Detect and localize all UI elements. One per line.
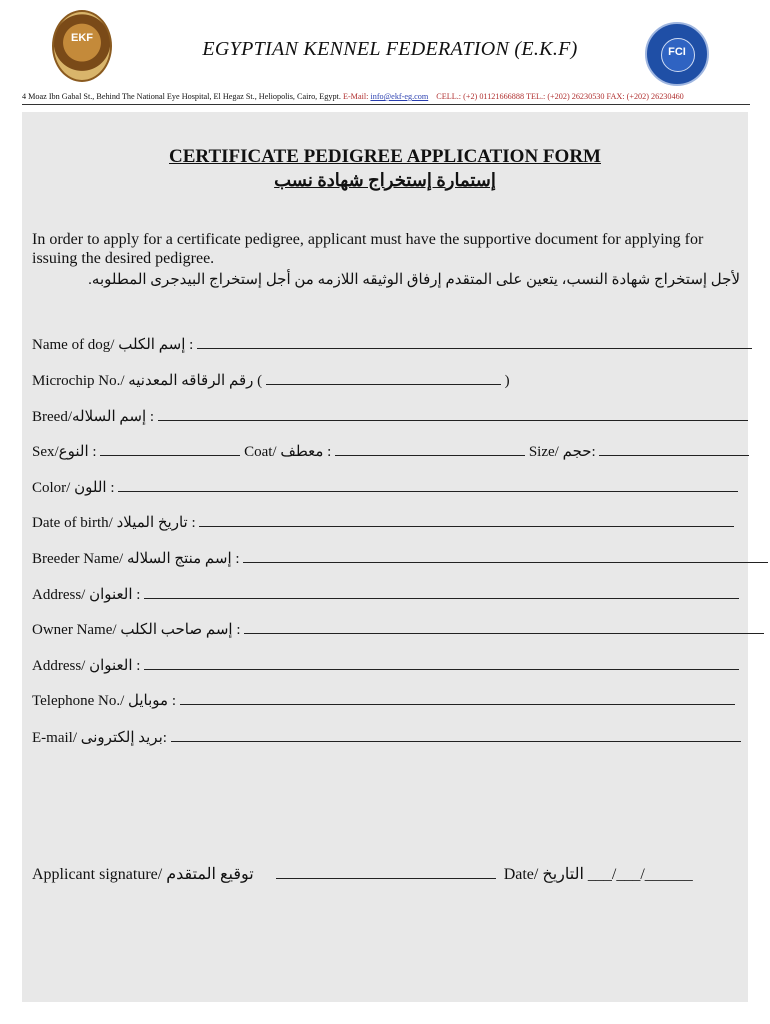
owner-row xyxy=(32,619,764,639)
contact-line xyxy=(22,92,752,101)
ekf-logo xyxy=(52,10,112,82)
signature-row xyxy=(32,864,693,884)
microchip-close: ) xyxy=(504,373,510,389)
signature-field[interactable] xyxy=(276,864,496,879)
organization-title: EGYPTIAN KENNEL FEDERATION (E.K.F) xyxy=(202,38,578,60)
dog-name-field[interactable] xyxy=(197,334,752,349)
telephone-row xyxy=(32,690,735,710)
owner-field[interactable] xyxy=(244,619,764,634)
color-label: Color/ اللون : xyxy=(32,480,115,496)
email-link[interactable]: info@ekf-eg.com xyxy=(370,92,429,101)
postal-address: 4 Moaz Ibn Gabal St., Behind The National Eye Hospital, El Hegaz St., Heliopolis, Cairo, Egypt. xyxy=(22,92,341,101)
email-row xyxy=(32,727,741,747)
sex-label: Sex/النوع : xyxy=(32,444,97,460)
header-divider xyxy=(22,104,750,105)
dog-name-label: Name of dog/ إسم الكلب : xyxy=(32,337,194,353)
size-field[interactable] xyxy=(599,441,749,456)
breeder-label: Breeder Name/ إسم منتج السلاله : xyxy=(32,551,240,567)
sex-coat-size-row xyxy=(32,441,749,461)
breeder-row xyxy=(32,548,768,568)
color-row xyxy=(32,477,738,497)
coat-label: Coat/ معطف : xyxy=(244,444,332,460)
microchip-label: Microchip No./ رقم الرقاقه المعدنيه ( xyxy=(32,373,263,389)
email-field-label: E-mail/ بريد إلكترونى: xyxy=(32,730,167,746)
intro-arabic: لأجل إستخراج شهادة النسب، يتعين على المتقدم إرفاق الوثيقه اللازمه من أجل إستخراج البيدجرى المطلوبه. xyxy=(88,272,740,288)
address2-label: Address/ العنوان : xyxy=(32,658,141,674)
address2-row xyxy=(32,655,739,675)
microchip-row xyxy=(32,370,510,390)
fci-logo-text: FCI xyxy=(668,46,686,58)
sex-field[interactable] xyxy=(100,441,240,456)
address2-field[interactable] xyxy=(144,655,739,670)
signature-label: Applicant signature/ توقيع المتقدم xyxy=(32,866,254,883)
email-field[interactable] xyxy=(171,727,741,742)
microchip-field[interactable] xyxy=(266,370,501,385)
color-field[interactable] xyxy=(118,477,738,492)
ekf-logo-text: EKF xyxy=(71,32,93,44)
address1-label: Address/ العنوان : xyxy=(32,587,141,603)
telephone-label: Telephone No./ موبايل : xyxy=(32,693,177,709)
fci-logo xyxy=(645,22,709,86)
form-title-arabic: إستمارة إستخراج شهادة نسب xyxy=(274,170,496,190)
breed-field[interactable] xyxy=(158,406,748,421)
breed-row xyxy=(32,406,748,426)
address1-row xyxy=(32,584,739,604)
intro-english: In order to apply for a certificate pedigree, applicant must have the supportive document for applying for issuing the desired pedigree. xyxy=(32,231,704,267)
breeder-field[interactable] xyxy=(243,548,768,563)
coat-field[interactable] xyxy=(335,441,525,456)
dog-name-row xyxy=(32,334,752,354)
address1-field[interactable] xyxy=(144,584,739,599)
date-label: Date/ التاريخ xyxy=(503,866,584,883)
owner-label: Owner Name/ إسم صاحب الكلب : xyxy=(32,622,241,638)
breed-label: Breed/إسم السلاله : xyxy=(32,409,155,425)
form-title-english: CERTIFICATE PEDIGREE APPLICATION FORM xyxy=(169,146,601,167)
phone-numbers: CELL.: (+2) 01121666888 TEL.: (+202) 26230530 FAX: (+202) 26230460 xyxy=(436,92,684,101)
date-field[interactable]: ___/___/______ xyxy=(587,866,693,883)
size-label: Size/ حجم: xyxy=(528,444,596,460)
letterhead xyxy=(0,0,770,112)
dob-field[interactable] xyxy=(199,512,734,527)
email-label: E-Mail: xyxy=(342,92,369,101)
dob-label: Date of birth/ تاريخ الميلاد : xyxy=(32,515,196,531)
dob-row xyxy=(32,512,734,532)
telephone-field[interactable] xyxy=(180,690,735,705)
